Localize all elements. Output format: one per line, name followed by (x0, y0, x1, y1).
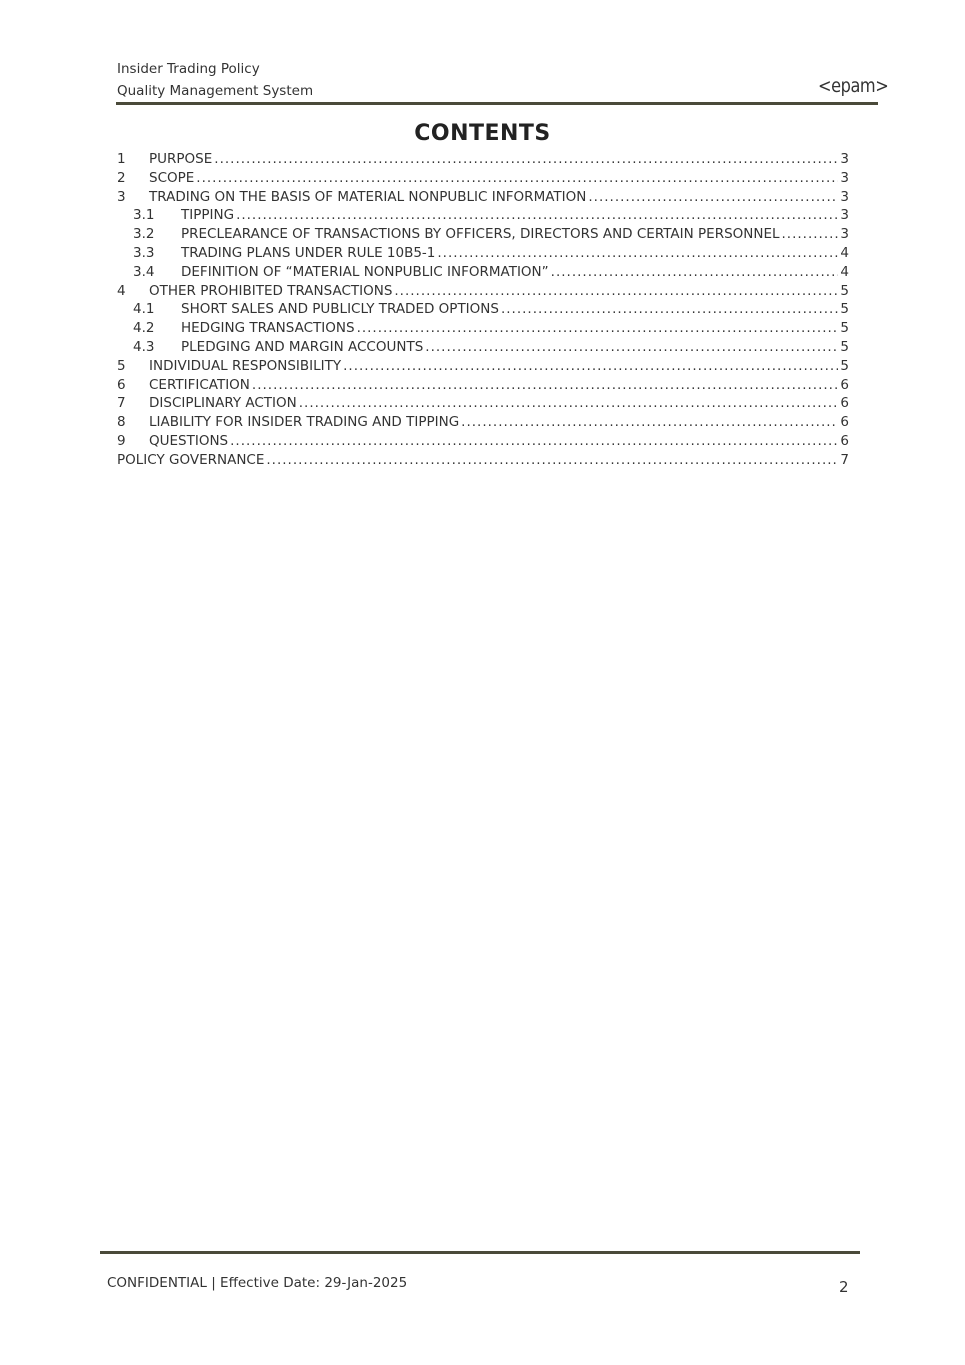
toc-leader-dots (196, 169, 838, 188)
header-title: Insider Trading Policy (117, 61, 260, 77)
toc-entry-number: 3 (117, 188, 126, 205)
toc-entry[interactable] (117, 451, 849, 470)
toc-leader-dots (252, 376, 839, 395)
toc-entry-label[interactable]: TIPPING (181, 207, 235, 224)
toc-entry[interactable] (117, 263, 849, 282)
toc-entry-number: 3.1 (133, 207, 155, 224)
toc-entry-page[interactable]: 3 (840, 151, 849, 167)
toc-entry-label[interactable]: SCOPE (149, 169, 195, 186)
toc-leader-dots (343, 357, 838, 376)
toc-entry-page[interactable]: 6 (840, 432, 849, 449)
toc-entry-label[interactable]: CERTIFICATION (149, 376, 250, 393)
toc-entry-number: 5 (117, 357, 126, 374)
toc-entry-number: 3.4 (133, 263, 155, 280)
toc-entry-page[interactable]: 6 (840, 395, 849, 412)
toc-entry-number: 7 (117, 395, 126, 412)
toc-entry-label[interactable]: OTHER PROHIBITED TRANSACTIONS (149, 282, 393, 299)
toc-entry-label[interactable]: DEFINITION OF “MATERIAL NONPUBLIC INFORMATION” (181, 263, 549, 280)
toc-entry-page[interactable]: 3 (840, 169, 849, 186)
toc-entry[interactable] (117, 319, 849, 338)
toc-entry[interactable] (117, 338, 849, 357)
footer-divider (100, 1251, 860, 1254)
toc-entry[interactable] (117, 244, 849, 263)
toc-entry[interactable] (117, 432, 849, 451)
toc-entry[interactable] (117, 394, 849, 413)
toc-entry-number: 4.1 (133, 301, 155, 318)
toc-leader-dots (266, 451, 838, 470)
toc-entry-number: 3.3 (133, 244, 155, 261)
toc-leader-dots (230, 432, 838, 451)
table-of-contents (117, 150, 849, 470)
toc-leader-dots (437, 244, 838, 263)
footer-text: CONFIDENTIAL | Effective Date: 29-Jan-2025 (107, 1275, 408, 1291)
toc-entry-page[interactable]: 4 (840, 263, 849, 280)
toc-entry-label[interactable]: POLICY GOVERNANCE (117, 451, 265, 468)
toc-entry-page[interactable]: 4 (840, 244, 849, 261)
toc-entry[interactable] (117, 150, 849, 169)
toc-entry-number: 2 (117, 169, 126, 186)
toc-leader-dots (551, 263, 839, 282)
toc-entry-page[interactable]: 5 (840, 357, 849, 374)
toc-entry[interactable] (117, 300, 849, 319)
toc-entry-label[interactable]: DISCIPLINARY ACTION (149, 395, 297, 412)
toc-leader-dots (425, 338, 838, 357)
toc-entry-number: 8 (117, 414, 126, 431)
toc-leader-dots (357, 319, 839, 338)
toc-entry-number: 4 (117, 282, 126, 299)
toc-entry-label[interactable]: SHORT SALES AND PUBLICLY TRADED OPTIONS (181, 301, 499, 318)
epam-logo: <epam> (818, 75, 889, 97)
toc-entry-page[interactable]: 5 (840, 338, 849, 355)
toc-entry[interactable] (117, 357, 849, 376)
toc-entry-label[interactable]: LIABILITY FOR INSIDER TRADING AND TIPPING (149, 414, 460, 431)
toc-leader-dots (461, 413, 838, 432)
toc-entry-page[interactable]: 3 (840, 188, 849, 205)
toc-entry-page[interactable]: 5 (840, 320, 849, 337)
page-number: 2 (839, 1278, 849, 1296)
toc-leader-dots (782, 225, 839, 244)
toc-entry-label[interactable]: QUESTIONS (149, 432, 229, 449)
toc-leader-dots (214, 150, 838, 169)
document-header (117, 58, 313, 102)
page-title: CONTENTS (414, 121, 551, 146)
toc-entry-page[interactable]: 6 (840, 414, 849, 431)
toc-entry-page[interactable]: 6 (840, 376, 849, 393)
toc-entry[interactable] (117, 413, 849, 432)
toc-entry-label[interactable]: PRECLEARANCE OF TRANSACTIONS BY OFFICERS, DIRECTORS AND CERTAIN PERSONNEL (181, 226, 780, 243)
header-subtitle: Quality Management System (117, 83, 314, 99)
header-divider (116, 102, 878, 105)
toc-entry[interactable] (117, 376, 849, 395)
toc-entry-number: 4.3 (133, 338, 155, 355)
toc-entry-page[interactable]: 5 (840, 301, 849, 318)
toc-entry[interactable] (117, 225, 849, 244)
toc-entry-number: 9 (117, 432, 126, 449)
toc-entry-number: 3.2 (133, 226, 155, 243)
toc-entry[interactable] (117, 282, 849, 301)
toc-entry-label[interactable]: INDIVIDUAL RESPONSIBILITY (149, 357, 342, 374)
toc-entry[interactable] (117, 188, 849, 207)
toc-entry-page[interactable]: 3 (840, 207, 849, 224)
toc-entry[interactable] (117, 169, 849, 188)
toc-entry-page[interactable]: 5 (840, 282, 849, 299)
toc-leader-dots (588, 188, 838, 207)
toc-entry-label[interactable]: HEDGING TRANSACTIONS (181, 320, 355, 337)
toc-entry-number: 4.2 (133, 320, 155, 337)
toc-leader-dots (299, 394, 839, 413)
toc-entry-number: 1 (117, 151, 126, 167)
toc-leader-dots (394, 282, 838, 301)
toc-entry-number: 6 (117, 376, 126, 393)
toc-entry-label[interactable]: PURPOSE (149, 151, 213, 167)
toc-entry-page[interactable]: 3 (840, 226, 849, 243)
toc-entry-page[interactable]: 7 (840, 451, 849, 468)
toc-entry-label[interactable]: TRADING PLANS UNDER RULE 10B5-1 (181, 244, 436, 261)
toc-leader-dots (236, 206, 838, 225)
toc-entry-label[interactable]: PLEDGING AND MARGIN ACCOUNTS (181, 338, 424, 355)
toc-entry-label[interactable]: TRADING ON THE BASIS OF MATERIAL NONPUBLIC INFORMATION (149, 188, 587, 205)
toc-leader-dots (501, 300, 838, 319)
toc-entry[interactable] (117, 206, 849, 225)
